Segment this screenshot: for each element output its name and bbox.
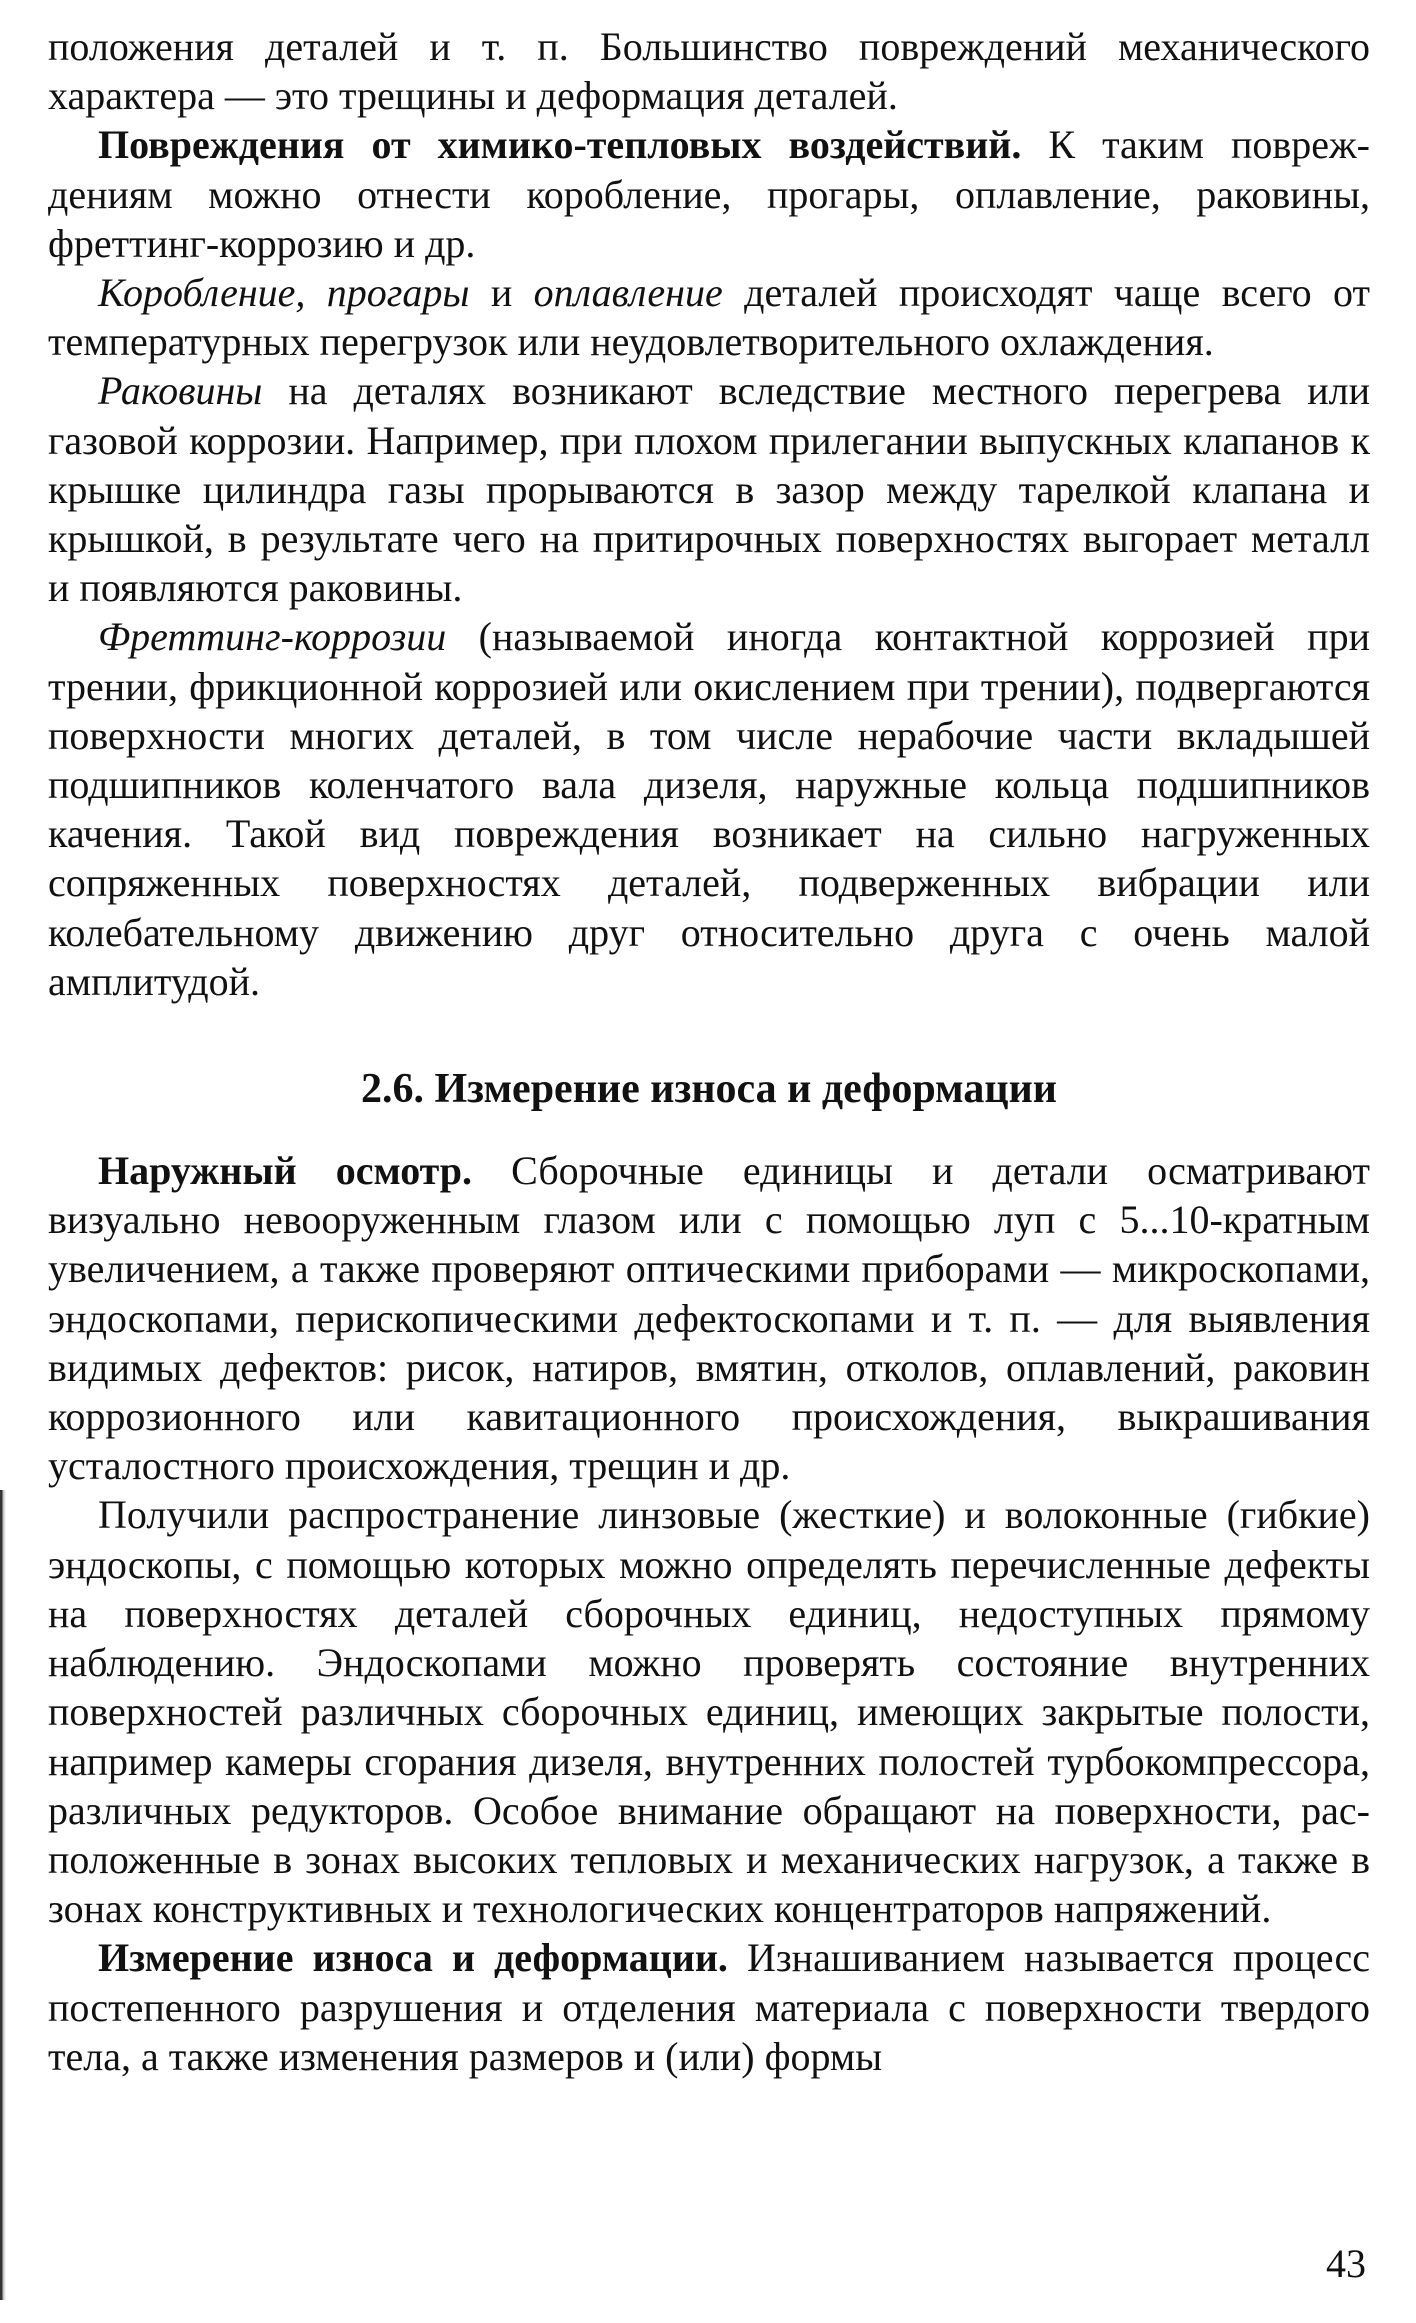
paragraph-term: оплавление bbox=[533, 270, 723, 316]
page-body bbox=[48, 22, 1370, 2081]
paragraph-endoscopes bbox=[48, 1490, 1370, 1933]
section-heading: 2.6. Измерение износа и деформации bbox=[361, 1066, 1057, 1113]
page-number: 43 bbox=[1326, 2241, 1366, 2286]
paragraph-term: Фреттинг-коррозии bbox=[98, 614, 447, 660]
paragraph-text: Получили распространение линзовые (жесткие) и волоконные (гибкие) эндоскопы, с помощью которых можно определять перечисленные дефекты на поверхностях деталей сборочных единиц, недоступных прямому наблюдению. Эндоскопами можно проверять состояние внутренних поверхностей различных сборочных единиц, имеющих закрытые полости, например камеры сгорания дизеля, внутренних полостей турбокомпрессора, различных редукторов. Особое внимание обращают на поверхности, расположенные в зонах высоких тепловых и механических нагрузок, а также в зонах конструктивных и технологических концентраторов напряжений. bbox=[48, 1492, 1370, 1932]
paragraph-visual-inspection bbox=[48, 1146, 1370, 1490]
paragraph-text: Сборочные единицы и детали осматривают визуально невооруженным глазом или с помощью луп с 5...10-кратным увеличением, а также проверяют оптическими приборами — микроскопами, эндоскопами, перископическими дефектоскопами и т. п. — для выявления видимых дефектов: рисок, натиров, вмятин, отколов, оплавлений, раковин коррозионного или кавитационного происхождения, выкрашивания усталостного происхождения, трещин и др. bbox=[48, 1148, 1371, 1489]
paragraph-text: К таким повреждениям можно отнести коробление, прогары, оплавление, раковины, фреттинг-коррозию и др. bbox=[48, 122, 1370, 266]
paragraph-term: Коробление, прогары bbox=[98, 270, 470, 316]
paragraph-term: Раковины bbox=[98, 368, 263, 414]
paragraph-text: и bbox=[469, 270, 534, 316]
paragraph-text: Изнашиванием называется процесс постепенного разрушения и отделения материала с поверхности твердого тела, а также изменения размеров и (или) формы bbox=[48, 1935, 1370, 2079]
paragraph-text: деталей происходят чаще всего от температурных перегрузок или неудовлетворительного охлаждения. bbox=[48, 270, 1370, 365]
paragraph-continuation bbox=[48, 22, 1370, 120]
paragraph-text: положения деталей и т. п. Большинство повреждений механического характера — это трещины и деформация деталей. bbox=[48, 24, 1370, 119]
paragraph-chemical-thermal-damage bbox=[48, 120, 1370, 268]
paragraph-fretting bbox=[48, 612, 1370, 1006]
paragraph-text: на деталях возникают вследствие местного перегрева или газовой коррозии. Например, при плохом прилегании выпускных клапанов к крышке цилиндра газы прорываются в зазор между тарелкой клапана и крышкой, в результате чего на притирочных поверхностях выгорает металл и появляются раковины. bbox=[48, 368, 1370, 611]
paragraph-lead: Наружный осмотр. bbox=[98, 1148, 473, 1194]
paragraph-lead: Измерение износа и деформации. bbox=[98, 1935, 728, 1981]
paragraph-text: (называемой иногда контактной коррозией при трении, фрикционной коррозией или окислением при трении), подвергаются поверхности многих деталей, в том числе нерабочие части вкладышей подшипников коленчатого вала дизеля, наружные кольца подшипников качения. Такой вид повреждения возникает на сильно нагруженных сопряженных поверхностях деталей, подверженных вибрации или колебательному движению друг относительно друга с очень малой амплитудой. bbox=[48, 614, 1370, 1004]
paragraph-wear-measurement bbox=[48, 1933, 1370, 2081]
paragraph-lead: Повреждения от химико-тепловых воздействий. bbox=[98, 122, 1022, 168]
page-edge-shadow bbox=[0, 1490, 6, 2300]
paragraph-cavities bbox=[48, 366, 1370, 612]
paragraph-warping bbox=[48, 268, 1370, 366]
